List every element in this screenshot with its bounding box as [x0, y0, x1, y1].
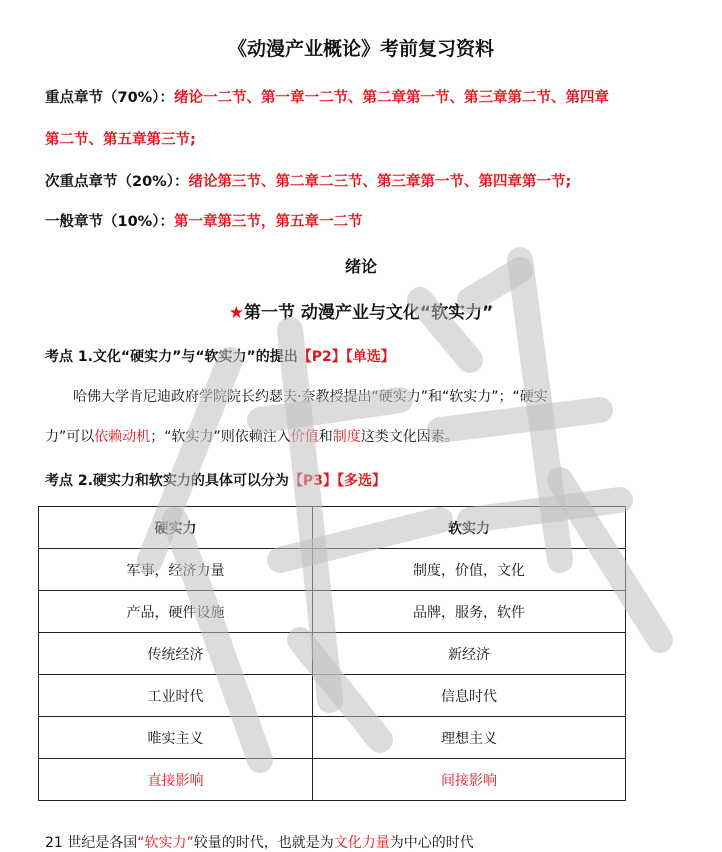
point-1-highlight-value: 价值	[290, 429, 319, 445]
point-2-title: 考点 2.硬实力和软实力的具体可以分为	[45, 473, 289, 489]
table-cell: 军事，经济力量	[39, 549, 313, 591]
table-cell: 工业时代	[39, 675, 313, 717]
table-cell: 产品，硬件设施	[39, 591, 313, 633]
general-chapters-line	[45, 210, 362, 231]
footer-text-b: “软实力”	[137, 835, 194, 851]
table-cell: 品牌，服务，软件	[313, 591, 626, 633]
table-row	[39, 591, 626, 633]
point-2-page-tag: 【P3】	[288, 473, 337, 489]
table-row-influence	[39, 759, 626, 801]
table-header-hard-power: 硬实力	[39, 507, 313, 549]
table-header-soft-power: 软实力	[313, 507, 626, 549]
footer-text-c: 较量的时代，也就是为	[193, 835, 334, 851]
section-heading: 绪论	[344, 257, 377, 276]
table-cell: 新经济	[313, 633, 626, 675]
point-2-type-tag: 【多选】	[336, 473, 386, 489]
table-cell: 传统经济	[39, 633, 313, 675]
table-cell-direct-influence: 直接影响	[39, 759, 313, 801]
footer-text-e: 为中心的时代	[389, 835, 474, 851]
point-1-text-line-2	[45, 417, 665, 457]
point-1-highlight-motive: 依赖动机	[94, 429, 151, 445]
document-title: 《动漫产业概论》考前复习资料	[227, 38, 494, 60]
point-2-heading	[45, 470, 386, 490]
secondary-chapters-value: 绪论第三节、第二章二三节、第三章第一节、第四章第一节;	[188, 174, 572, 190]
table-cell: 唯实主义	[39, 717, 313, 759]
point-1-text-d: 这类文化因素。	[360, 429, 459, 445]
key-chapters-label: 重点章节（70%）：	[45, 90, 174, 106]
point-1-highlight-system: 制度	[332, 429, 361, 445]
table-row	[39, 549, 626, 591]
key-chapters-line-1	[45, 86, 609, 107]
secondary-chapters-label: 次重点章节（20%）：	[45, 174, 189, 190]
footer-text-a: 21 世纪是各国	[45, 835, 138, 851]
table-cell: 制度，价值，文化	[313, 549, 626, 591]
table-cell: 信息时代	[313, 675, 626, 717]
point-1-text-and: 和	[318, 429, 333, 445]
general-chapters-value: 第一章第三节，第五章一二节	[173, 214, 363, 230]
key-chapters-value-2: 第二节、第五章第三节;	[45, 132, 196, 148]
secondary-chapters-line	[45, 170, 571, 191]
point-1-text-b: 力”可以	[45, 429, 95, 445]
point-1-page-tag: 【P2】	[297, 349, 346, 365]
point-1-text-c: ；“软实力”则依赖注入	[150, 429, 291, 445]
table-row	[39, 633, 626, 675]
point-1-type-tag: 【单选】	[345, 349, 395, 365]
table-row	[39, 675, 626, 717]
table-cell: 理想主义	[313, 717, 626, 759]
table-row	[39, 717, 626, 759]
point-1-heading	[45, 346, 395, 366]
footer-text-line	[45, 832, 474, 852]
table-cell-indirect-influence: 间接影响	[313, 759, 626, 801]
subsection-heading	[0, 298, 722, 323]
table-header-row	[39, 507, 626, 549]
general-chapters-label: 一般章节（10%）：	[45, 214, 174, 230]
comparison-table	[38, 506, 626, 801]
point-1-paragraph	[45, 377, 665, 457]
subsection-title: 第一节 动漫产业与文化“软实力”	[243, 303, 494, 323]
star-icon: ★	[228, 303, 244, 323]
footer-text-d: 文化力量	[333, 835, 390, 851]
key-chapters-value-1: 绪论一二节、第一章一二节、第二章第一节、第三章第二节、第四章	[173, 90, 609, 106]
point-1-text-line-1: 哈佛大学肯尼迪政府学院院长约瑟夫·奈教授提出“硬实力”和“软实力”；“硬实	[73, 389, 548, 405]
point-1-title: 考点 1.文化“硬实力”与“软实力”的提出	[45, 349, 298, 365]
